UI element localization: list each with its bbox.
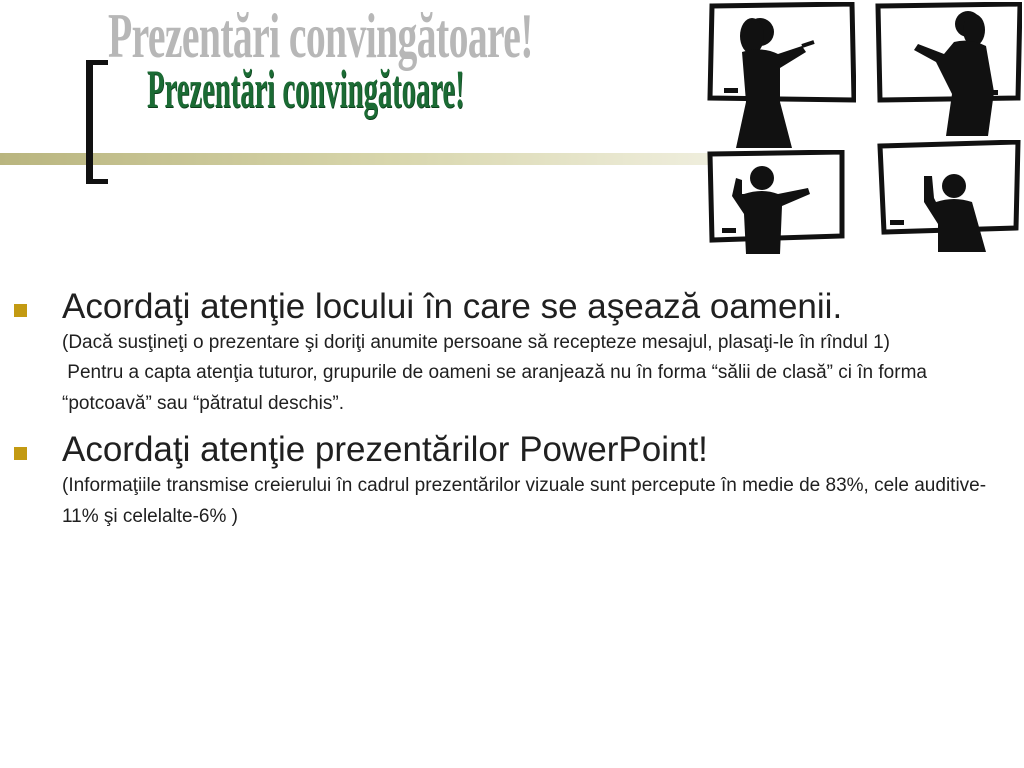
presenter-man-raising-hand-icon [876, 140, 1022, 256]
bullet-detail: Pentru a capta atenţia tuturor, grupurile de oameni se aranjează nu în forma “sălii de clasă” ci în forma “potcoavă” sau “pătratul deschis”. [62, 362, 933, 414]
bullet-item [14, 429, 1004, 532]
bullet-list [14, 286, 1004, 542]
presenter-man-icon [706, 150, 846, 254]
bullet-heading: Acordaţi atenţie locului în care se aşează oamenii. [62, 287, 843, 326]
presenter-woman-pointing-icon [874, 2, 1022, 136]
bullet-item [14, 286, 1004, 419]
bullet-detail: (Dacă susţineţi o prezentare şi doriţi anumite persoane să recepteze mesajul, plasaţi-le în rîndul 1) [62, 332, 890, 353]
bullet-square-icon [14, 447, 27, 460]
title-shadow: Prezentări convingătoare! [108, 0, 533, 71]
bullet-heading: Acordaţi atenţie prezentărilor PowerPoint! [62, 430, 708, 470]
slide-title: Prezentări convingătoare! [147, 59, 465, 119]
title-bracket [86, 60, 108, 184]
bullet-square-icon [14, 304, 27, 317]
bullet-detail: (Informaţiile transmise creierului în cadrul prezentărilor vizuale sunt percepute în medie de 83%, cele auditive- 11% şi celelalte-6% ) [62, 475, 987, 527]
presenter-woman-icon [706, 2, 856, 150]
